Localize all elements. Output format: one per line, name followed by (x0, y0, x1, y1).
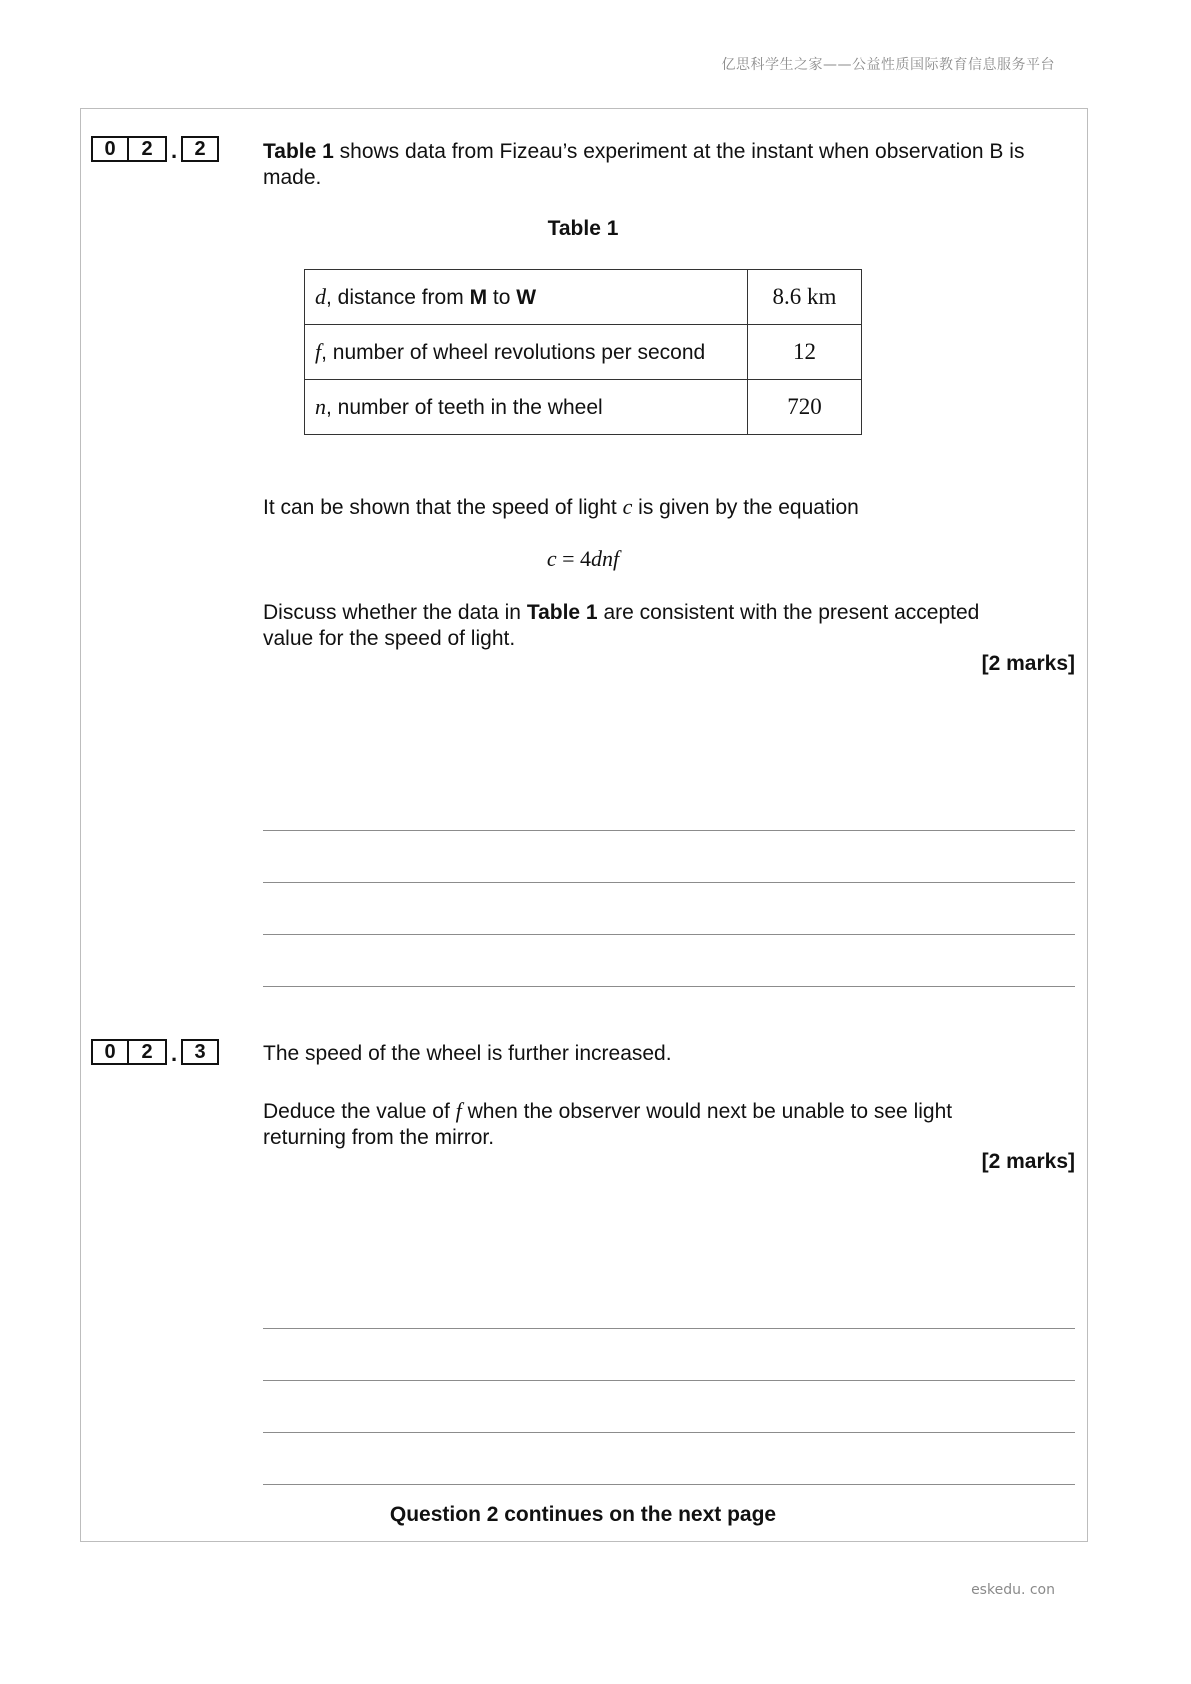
equation-rhs: dnf (591, 546, 620, 571)
data-table (304, 269, 862, 435)
label-bold-w: W (516, 286, 537, 309)
answer-line[interactable] (263, 986, 1075, 987)
equation-lhs: c (546, 546, 557, 571)
discuss-text: are consistent with the present accepted (597, 601, 980, 624)
discuss-text: Discuss whether the data in (263, 601, 527, 624)
answer-line[interactable] (263, 882, 1075, 883)
question-digit: 0 (91, 136, 129, 162)
table-label-cell (305, 380, 748, 435)
discuss-line2: value for the speed of light. (263, 627, 516, 650)
question-digit: 3 (181, 1039, 219, 1065)
equation (263, 546, 903, 572)
marks-label: [2 marks] (981, 1150, 1075, 1173)
equation-intro (263, 494, 1075, 521)
label-text: , distance from (326, 286, 470, 309)
watermark-bottom: eskedu. con (971, 1582, 1055, 1598)
table-value-cell: 12 (748, 325, 862, 380)
deduce-prompt (263, 1098, 1075, 1151)
intro-line1: shows data from Fizeau’s experiment at the instant when observation B is (333, 140, 1025, 163)
symbol-f: f (315, 339, 322, 364)
question-digit: 2 (129, 1039, 167, 1065)
symbol-n: n (315, 394, 326, 419)
table-title: Table 1 (547, 217, 619, 240)
answer-line[interactable] (263, 1432, 1075, 1433)
answer-line[interactable] (263, 1380, 1075, 1381)
table-value-cell: 8.6 km (748, 270, 862, 325)
deduce-line2: returning from the mirror. (263, 1126, 495, 1149)
q2-2-intro (263, 139, 1075, 191)
answer-line[interactable] (263, 830, 1075, 831)
watermark-top: 亿思科学生之家——公益性质国际教育信息服务平台 (721, 57, 1055, 73)
label-text: , number of teeth in the wheel (326, 396, 603, 419)
equation-eq: = 4 (556, 546, 592, 571)
table-value-cell: 720 (748, 380, 862, 435)
table-label-cell (305, 325, 748, 380)
deduce-text: when the observer would next be unable to see light (461, 1100, 953, 1123)
q2-3-line1: The speed of the wheel is further increased. (263, 1042, 672, 1065)
discuss-prompt (263, 600, 1075, 652)
table-ref: Table 1 (263, 140, 334, 163)
table-row (305, 380, 862, 435)
label-text: , number of wheel revolutions per second (321, 341, 706, 364)
intro-line2: made. (263, 166, 322, 189)
question-dot: . (170, 1041, 178, 1066)
question-digit: 2 (181, 136, 219, 162)
answer-line[interactable] (263, 1484, 1075, 1485)
symbol-f: f (455, 1098, 462, 1123)
table-row (305, 325, 862, 380)
answer-line[interactable] (263, 1328, 1075, 1329)
question-number-02-2 (91, 136, 219, 162)
question-digit: 0 (91, 1039, 129, 1065)
label-bold-m: M (469, 286, 488, 309)
marks-label: [2 marks] (981, 652, 1075, 675)
symbol-d: d (315, 284, 326, 309)
continues-note: Question 2 continues on the next page (389, 1503, 777, 1526)
symbol-c: c (622, 494, 633, 519)
answer-line[interactable] (263, 934, 1075, 935)
discuss-bold: Table 1 (526, 601, 598, 624)
equation-intro-text: It can be shown that the speed of light (263, 496, 623, 519)
table-row (305, 270, 862, 325)
question-dot: . (170, 138, 178, 163)
equation-intro-text: is given by the equation (632, 496, 859, 519)
question-number-02-3 (91, 1039, 219, 1065)
question-digit: 2 (129, 136, 167, 162)
deduce-text: Deduce the value of (263, 1100, 456, 1123)
label-text: to (487, 286, 517, 309)
table-label-cell (305, 270, 748, 325)
